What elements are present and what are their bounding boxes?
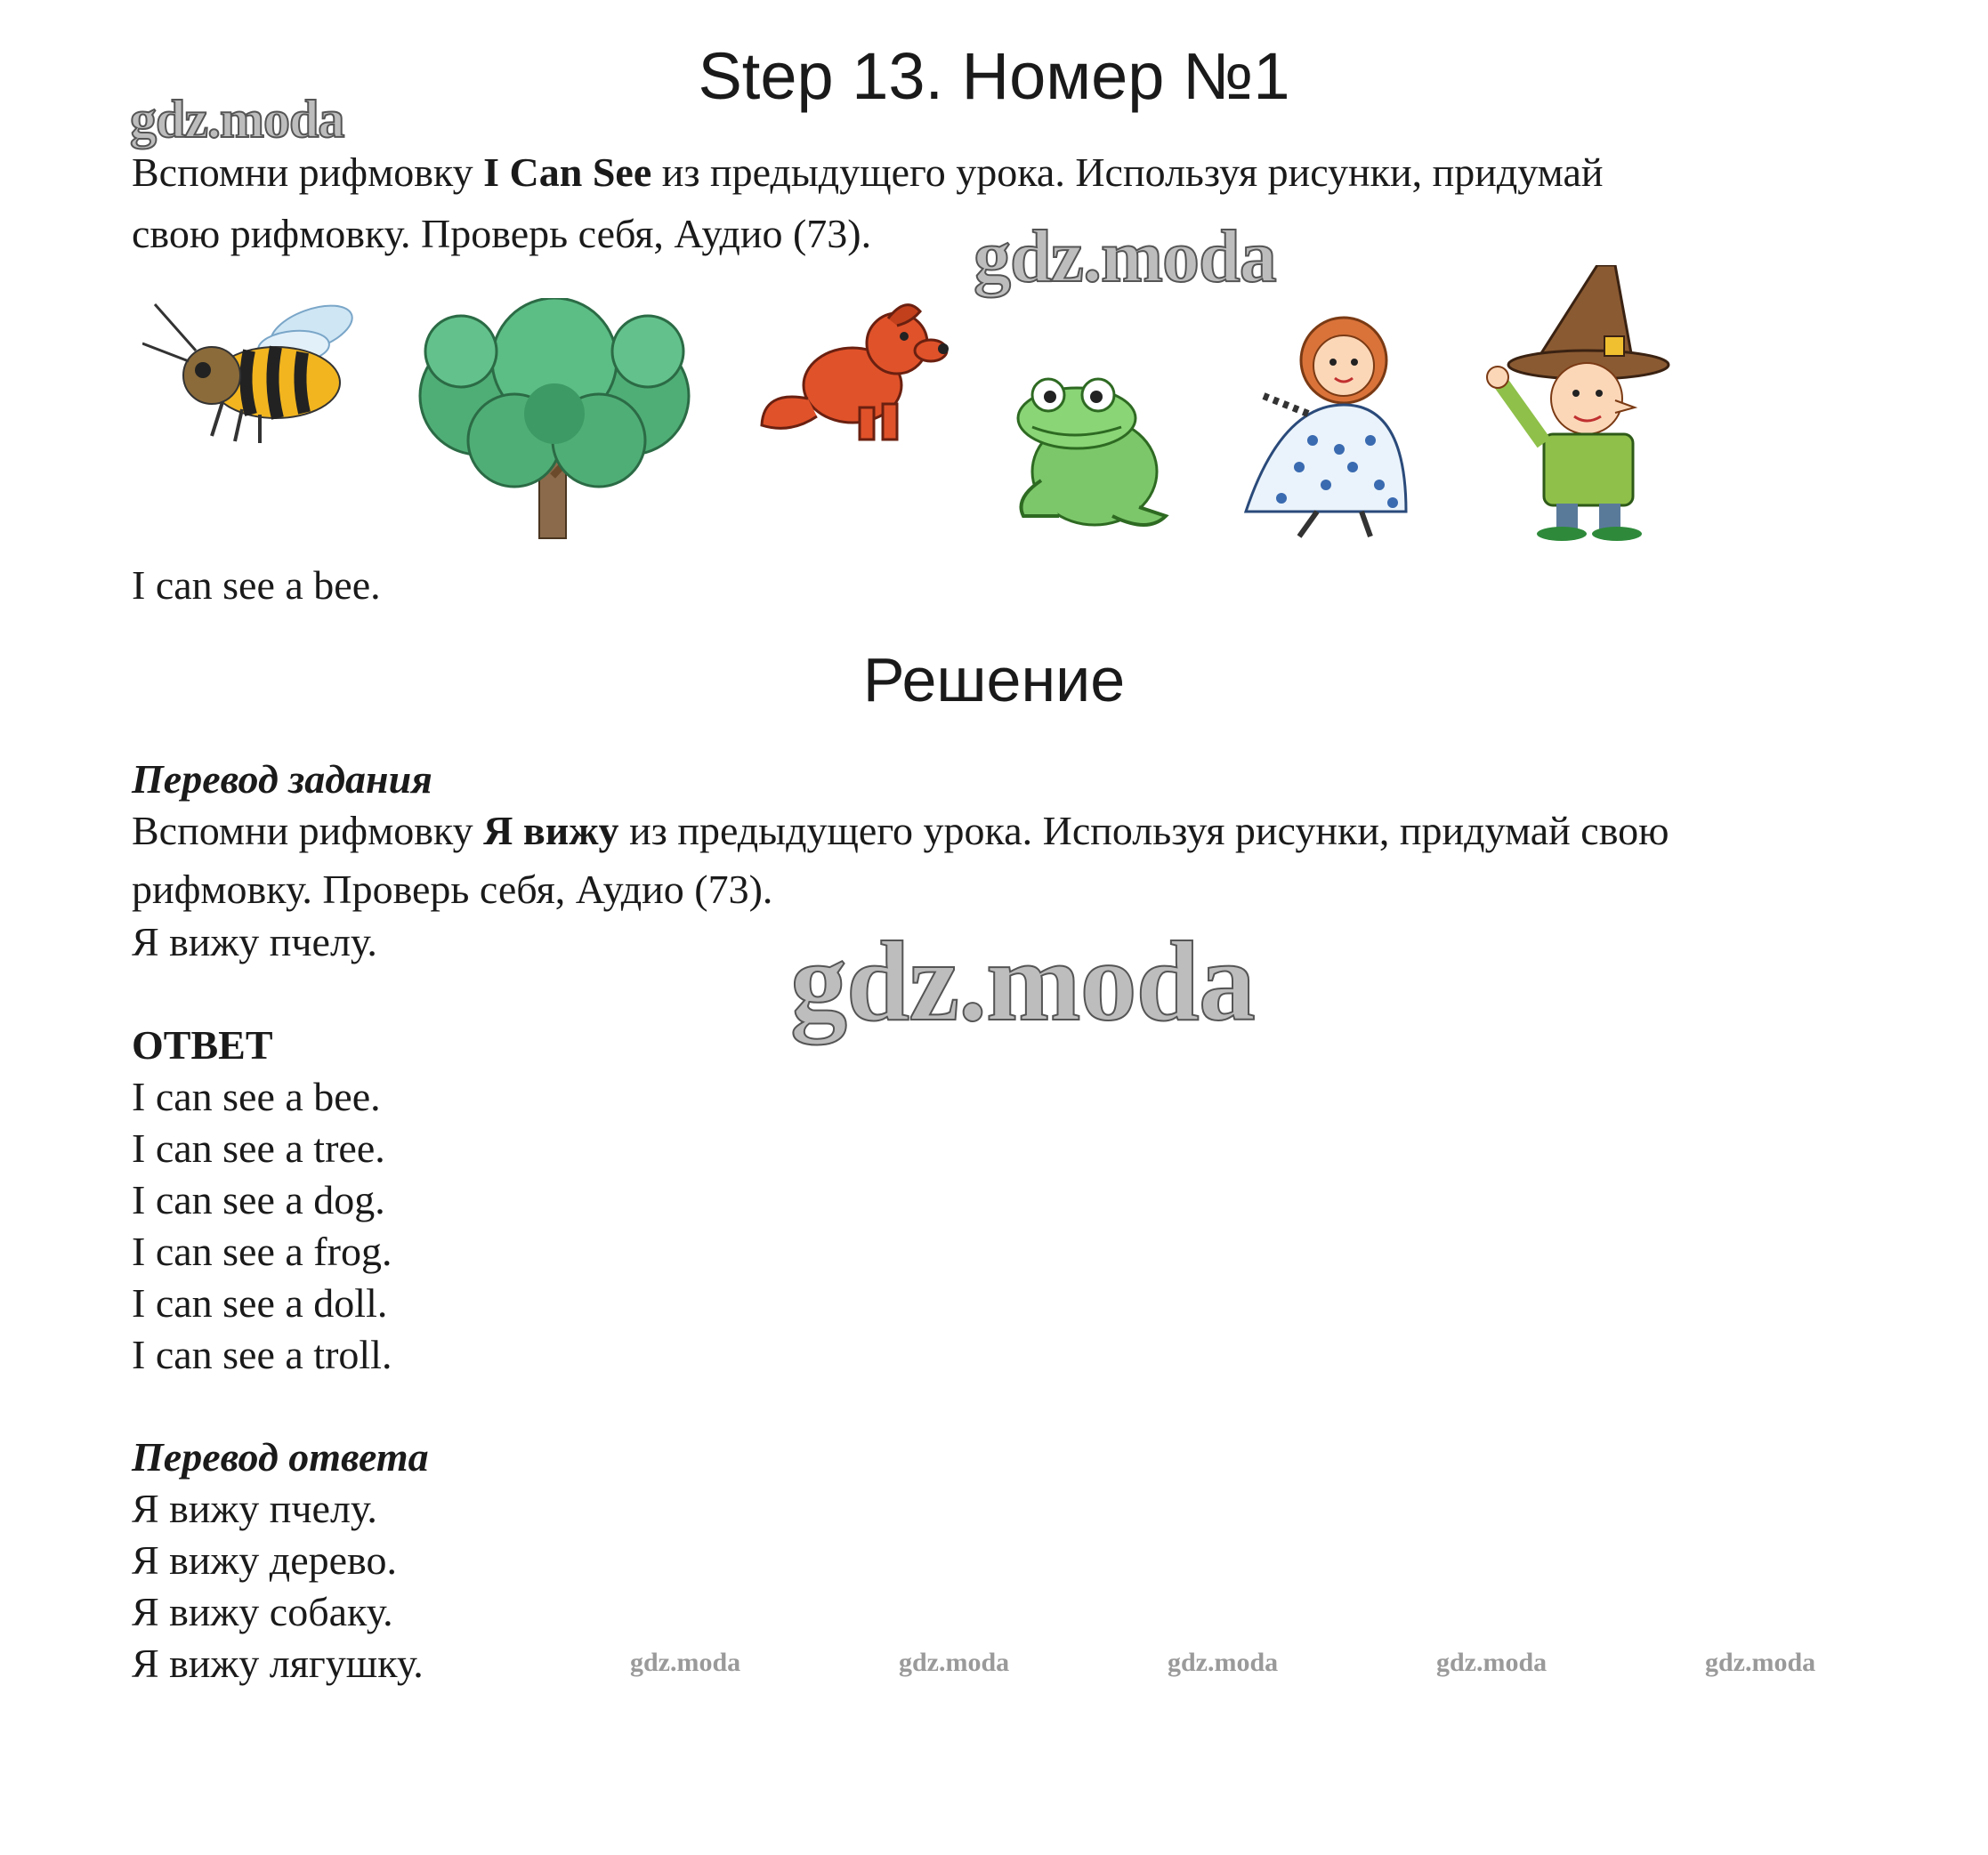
watermark-bottom-4: gdz.moda bbox=[1436, 1648, 1548, 1677]
page-title: Step 13. Номер №1 bbox=[698, 39, 1290, 113]
translation-line-1-post: из предыдущего урока. Используя рисунки, придумай свою bbox=[618, 808, 1669, 853]
frog-picture bbox=[1006, 365, 1170, 534]
answer-line-4: I can see a frog. bbox=[132, 1229, 392, 1274]
translation-example: Я вижу пчелу. bbox=[132, 919, 377, 964]
task-line-1 bbox=[132, 148, 1604, 198]
translation-line-1 bbox=[132, 806, 1669, 856]
task-line-2: свою рифмовку. Проверь себя, Аудио (73). bbox=[132, 211, 872, 256]
doll-picture bbox=[1228, 307, 1424, 538]
watermark-bottom-5: gdz.moda bbox=[1705, 1648, 1816, 1677]
task-line-1-post: из предыдущего урока. Используя рисунки, придумай bbox=[651, 149, 1604, 195]
answer-translation-line-3: Я вижу собаку. bbox=[132, 1589, 393, 1634]
task-rhyme-name: I Can See bbox=[483, 149, 652, 195]
bee-picture bbox=[142, 294, 356, 445]
watermark-bottom-2: gdz.moda bbox=[899, 1648, 1010, 1677]
answer-line-2: I can see a tree. bbox=[132, 1125, 385, 1171]
answer-translation-heading: Перевод ответа bbox=[132, 1434, 429, 1480]
answer-line-3: I can see a dog. bbox=[132, 1177, 385, 1222]
watermark-center: gdz.moda bbox=[790, 918, 1255, 1044]
tree-picture bbox=[408, 298, 701, 540]
watermark-bottom-3: gdz.moda bbox=[1168, 1648, 1279, 1677]
translation-line-1-pre: Вспомни рифмовку bbox=[132, 808, 484, 853]
translation-line-2: рифмовку. Проверь себя, Аудио (73). bbox=[132, 867, 773, 912]
answer-translation-line-4: Я вижу лягушку. bbox=[132, 1641, 424, 1686]
answer-line-5: I can see a doll. bbox=[132, 1280, 388, 1326]
watermark-bottom-1: gdz.moda bbox=[630, 1648, 741, 1677]
task-line-1-pre: Вспомни рифмовку bbox=[132, 149, 484, 195]
troll-picture bbox=[1482, 265, 1686, 541]
solution-heading: Решение bbox=[862, 645, 1126, 714]
watermark-top-mid: gdz.moda bbox=[974, 215, 1276, 298]
watermark-top-left: gdz.moda bbox=[130, 90, 344, 149]
answer-heading: ОТВЕТ bbox=[132, 1022, 273, 1068]
translation-rhyme-name: Я вижу bbox=[483, 808, 619, 853]
answer-translation-line-1: Я вижу пчелу. bbox=[132, 1486, 377, 1531]
answer-line-6: I can see a troll. bbox=[132, 1332, 392, 1377]
dog-picture bbox=[755, 301, 950, 443]
translation-heading: Перевод задания bbox=[132, 756, 432, 802]
answer-translation-line-2: Я вижу дерево. bbox=[132, 1537, 397, 1583]
task-example: I can see a bee. bbox=[132, 562, 381, 608]
answer-line-1: I can see a bee. bbox=[132, 1074, 381, 1119]
